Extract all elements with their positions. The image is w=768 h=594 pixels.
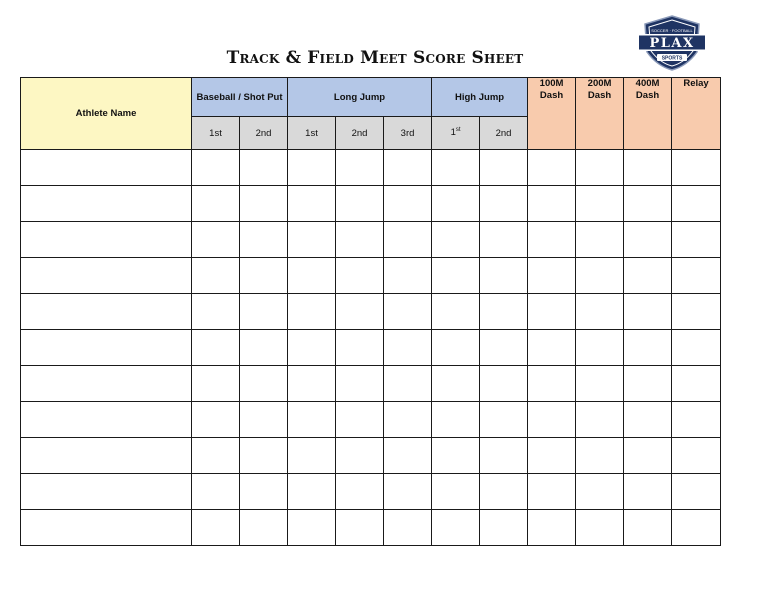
score-cell[interactable] (528, 150, 576, 186)
score-cell[interactable] (288, 510, 336, 546)
score-cell[interactable] (480, 222, 528, 258)
relay-header: Relay (672, 78, 721, 150)
score-cell[interactable] (192, 438, 240, 474)
score-cell[interactable] (288, 258, 336, 294)
score-cell[interactable] (240, 510, 288, 546)
score-cell[interactable] (384, 294, 432, 330)
page-title: Track & Field Meet Score Sheet (226, 48, 524, 68)
score-cell[interactable] (288, 438, 336, 474)
athlete-name-cell[interactable] (21, 366, 192, 402)
athlete-name-cell[interactable] (21, 402, 192, 438)
attempt-header: 2nd (336, 117, 384, 150)
score-cell[interactable] (672, 186, 721, 222)
score-cell[interactable] (192, 474, 240, 510)
score-cell[interactable] (672, 150, 721, 186)
score-cell[interactable] (432, 402, 480, 438)
score-cell[interactable] (576, 150, 624, 186)
score-cell[interactable] (528, 222, 576, 258)
score-cell[interactable] (576, 474, 624, 510)
score-cell[interactable] (192, 294, 240, 330)
attempt-header: 3rd (384, 117, 432, 150)
athlete-name-cell[interactable] (21, 222, 192, 258)
score-cell[interactable] (240, 330, 288, 366)
score-cell[interactable] (288, 222, 336, 258)
score-cell[interactable] (432, 258, 480, 294)
score-cell[interactable] (528, 402, 576, 438)
score-cell[interactable] (576, 222, 624, 258)
score-cell[interactable] (624, 294, 672, 330)
score-cell[interactable] (192, 258, 240, 294)
score-cell[interactable] (480, 402, 528, 438)
score-cell[interactable] (528, 294, 576, 330)
high-jump-header: High Jump (432, 78, 528, 117)
score-cell[interactable] (528, 366, 576, 402)
score-cell[interactable] (240, 258, 288, 294)
score-cell[interactable] (336, 186, 384, 222)
score-cell[interactable] (432, 294, 480, 330)
table-row (21, 294, 721, 330)
score-cell[interactable] (624, 366, 672, 402)
score-cell[interactable] (336, 222, 384, 258)
score-cell[interactable] (192, 222, 240, 258)
score-cell[interactable] (432, 474, 480, 510)
score-cell[interactable] (480, 258, 528, 294)
logo-main-text: PLAX (649, 36, 695, 51)
table-row (21, 510, 721, 546)
table-row (21, 438, 721, 474)
dash-100m-header: 100M Dash (528, 78, 576, 150)
score-cell[interactable] (192, 510, 240, 546)
score-cell[interactable] (240, 222, 288, 258)
score-cell[interactable] (672, 222, 721, 258)
score-cell[interactable] (384, 186, 432, 222)
score-cell[interactable] (528, 510, 576, 546)
score-cell[interactable] (192, 402, 240, 438)
attempt-header: 2nd (240, 117, 288, 150)
score-cell[interactable] (624, 330, 672, 366)
score-cell[interactable] (432, 150, 480, 186)
score-cell[interactable] (384, 258, 432, 294)
score-cell[interactable] (576, 438, 624, 474)
score-cell[interactable] (576, 510, 624, 546)
score-cell[interactable] (336, 294, 384, 330)
dash-200m-header: 200M Dash (576, 78, 624, 150)
athlete-name-cell[interactable] (21, 294, 192, 330)
score-cell[interactable] (240, 294, 288, 330)
score-cell[interactable] (480, 366, 528, 402)
score-cell[interactable] (432, 186, 480, 222)
score-cell[interactable] (480, 294, 528, 330)
score-cell[interactable] (528, 258, 576, 294)
score-cell[interactable] (480, 474, 528, 510)
long-jump-header: Long Jump (288, 78, 432, 117)
score-cell[interactable] (624, 186, 672, 222)
score-cell[interactable] (528, 330, 576, 366)
score-cell[interactable] (336, 258, 384, 294)
score-cell[interactable] (384, 510, 432, 546)
score-cell[interactable] (576, 366, 624, 402)
score-cell[interactable] (672, 258, 721, 294)
score-cell[interactable] (384, 366, 432, 402)
table-row (21, 222, 721, 258)
score-cell[interactable] (336, 402, 384, 438)
score-cell[interactable] (288, 474, 336, 510)
score-cell[interactable] (336, 150, 384, 186)
athlete-name-cell[interactable] (21, 330, 192, 366)
athlete-name-cell[interactable] (21, 258, 192, 294)
logo-bottom-text: SPORTS (661, 55, 683, 62)
score-cell[interactable] (240, 402, 288, 438)
score-cell[interactable] (432, 330, 480, 366)
score-cell[interactable] (288, 186, 336, 222)
score-cell[interactable] (672, 294, 721, 330)
score-cell[interactable] (384, 222, 432, 258)
baseball-shot-put-header: Baseball / Shot Put (192, 78, 288, 117)
athlete-name-header: Athlete Name (21, 78, 192, 150)
score-cell[interactable] (384, 438, 432, 474)
score-cell[interactable] (528, 186, 576, 222)
athlete-name-cell[interactable] (21, 150, 192, 186)
score-cell[interactable] (576, 294, 624, 330)
score-cell[interactable] (672, 438, 721, 474)
logo-top-text: SOCCER · FOOTBALL (651, 28, 693, 33)
score-cell[interactable] (672, 330, 721, 366)
athlete-name-cell[interactable] (21, 438, 192, 474)
score-cell[interactable] (576, 258, 624, 294)
score-cell[interactable] (192, 366, 240, 402)
score-cell[interactable] (384, 330, 432, 366)
score-cell[interactable] (672, 510, 721, 546)
score-cell[interactable] (576, 186, 624, 222)
score-cell[interactable] (384, 402, 432, 438)
score-cell[interactable] (288, 402, 336, 438)
score-cell[interactable] (624, 222, 672, 258)
score-cell[interactable] (432, 438, 480, 474)
plax-sports-logo (637, 14, 707, 72)
score-cell[interactable] (192, 150, 240, 186)
table-row (21, 366, 721, 402)
score-cell[interactable] (672, 474, 721, 510)
attempt-header: 2nd (480, 117, 528, 150)
score-cell[interactable] (432, 366, 480, 402)
score-cell[interactable] (288, 150, 336, 186)
score-cell[interactable] (336, 474, 384, 510)
table-row (21, 402, 721, 438)
score-cell[interactable] (384, 474, 432, 510)
score-sheet-table (20, 77, 721, 546)
athlete-name-cell[interactable] (21, 510, 192, 546)
score-cell[interactable] (384, 150, 432, 186)
score-cell[interactable] (480, 510, 528, 546)
score-cell[interactable] (336, 510, 384, 546)
score-cell[interactable] (432, 510, 480, 546)
score-cell[interactable] (528, 474, 576, 510)
table-row (21, 474, 721, 510)
score-cell[interactable] (624, 474, 672, 510)
score-cell[interactable] (624, 150, 672, 186)
score-cell[interactable] (240, 150, 288, 186)
score-cell[interactable] (624, 510, 672, 546)
score-cell[interactable] (576, 330, 624, 366)
dash-400m-header: 400M Dash (624, 78, 672, 150)
table-row (21, 258, 721, 294)
score-cell[interactable] (240, 366, 288, 402)
score-cell[interactable] (624, 258, 672, 294)
score-rows (21, 150, 721, 546)
score-cell[interactable] (336, 330, 384, 366)
score-cell[interactable] (480, 186, 528, 222)
score-cell[interactable] (480, 150, 528, 186)
score-cell[interactable] (240, 438, 288, 474)
score-cell[interactable] (672, 366, 721, 402)
attempt-header: 1st (192, 117, 240, 150)
athlete-name-cell[interactable] (21, 186, 192, 222)
score-cell[interactable] (624, 402, 672, 438)
table-row (21, 186, 721, 222)
score-cell[interactable] (624, 438, 672, 474)
score-cell[interactable] (288, 294, 336, 330)
score-cell[interactable] (240, 186, 288, 222)
score-cell[interactable] (480, 438, 528, 474)
score-cell[interactable] (672, 402, 721, 438)
score-cell[interactable] (336, 438, 384, 474)
attempt-header: 1st (432, 117, 480, 150)
table-row (21, 150, 721, 186)
score-cell[interactable] (576, 402, 624, 438)
score-cell[interactable] (432, 222, 480, 258)
score-cell[interactable] (192, 186, 240, 222)
table-row (21, 330, 721, 366)
score-cell[interactable] (528, 438, 576, 474)
athlete-name-cell[interactable] (21, 474, 192, 510)
score-cell[interactable] (336, 366, 384, 402)
score-cell[interactable] (192, 330, 240, 366)
score-cell[interactable] (240, 474, 288, 510)
score-cell[interactable] (288, 366, 336, 402)
attempt-header: 1st (288, 117, 336, 150)
score-cell[interactable] (480, 330, 528, 366)
score-cell[interactable] (288, 330, 336, 366)
